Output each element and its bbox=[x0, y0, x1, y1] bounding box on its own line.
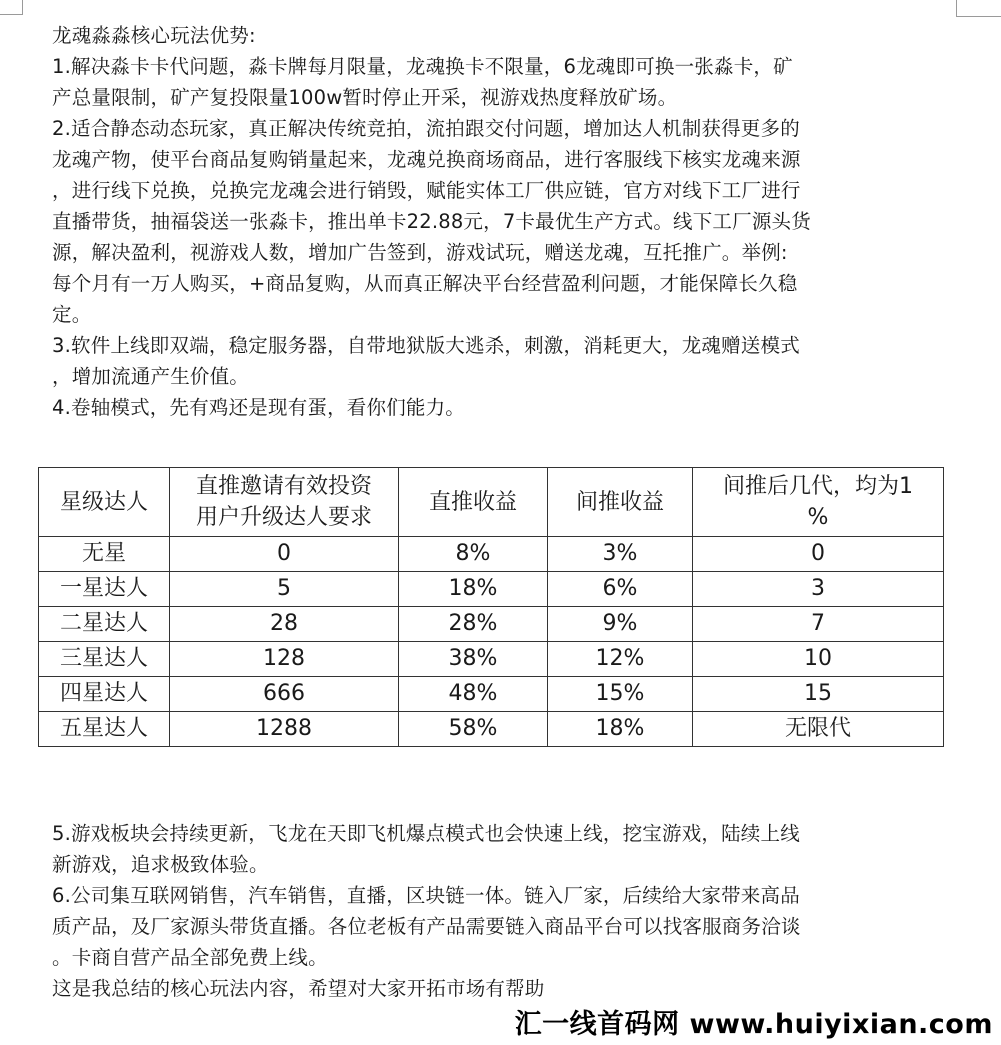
table-cell: 12% bbox=[548, 642, 693, 677]
text-line: 定。 bbox=[52, 303, 92, 326]
text-line: 1.解决淼卡卡代问题，淼卡牌每月限量，龙魂换卡不限量，6龙魂即可换一张淼卡，矿 bbox=[52, 55, 793, 78]
text-line: 2.适合静态动态玩家，真正解决传统竞拍，流拍跟交付问题，增加达人机制获得更多的 bbox=[52, 117, 800, 140]
table-cell: 无限代 bbox=[693, 712, 944, 747]
paragraph-block-bottom bbox=[52, 818, 957, 1004]
table-cell: 1288 bbox=[170, 712, 399, 747]
table-header-row bbox=[39, 468, 944, 537]
table-cell: 58% bbox=[399, 712, 548, 747]
table-cell: 9% bbox=[548, 607, 693, 642]
table-row bbox=[39, 677, 944, 712]
table-cell: 18% bbox=[399, 572, 548, 607]
text-line: 直播带货，抽福袋送一张淼卡，推出单卡22.88元，7卡最优生产方式。线下工厂源头货 bbox=[52, 210, 811, 233]
table-cell: 48% bbox=[399, 677, 548, 712]
table-row bbox=[39, 642, 944, 677]
table-header-cell bbox=[548, 468, 693, 537]
doc-heading: 龙魂淼淼核心玩法优势: bbox=[52, 24, 256, 47]
table-cell: 0 bbox=[170, 537, 399, 572]
text-line: 6.公司集互联网销售，汽车销售，直播，区块链一体。链入厂家，后续给大家带来高品 bbox=[52, 884, 800, 907]
table-cell: 3 bbox=[693, 572, 944, 607]
table-cell: 18% bbox=[548, 712, 693, 747]
text-line: 每个月有一万人购买，+商品复购，从而真正解决平台经营盈利问题，才能保障长久稳 bbox=[52, 272, 798, 295]
table-cell: 无星 bbox=[39, 537, 170, 572]
text-line: 。卡商自营产品全部免费上线。 bbox=[52, 946, 328, 969]
table-cell: 四星达人 bbox=[39, 677, 170, 712]
table-cell: 38% bbox=[399, 642, 548, 677]
table-body bbox=[39, 537, 944, 747]
page-corner-mark-right bbox=[956, 0, 1001, 17]
text-line: 龙魂产物，使平台商品复购销量起来，龙魂兑换商场商品，进行客服线下核实龙魂来源 bbox=[52, 148, 801, 171]
text-line: ，进行线下兑换，兑换完龙魂会进行销毁，赋能实体工厂供应链，官方对线下工厂进行 bbox=[52, 179, 801, 202]
document-body-bottom bbox=[52, 818, 957, 1004]
table-cell: 五星达人 bbox=[39, 712, 170, 747]
document-body-top bbox=[52, 20, 957, 423]
table-row bbox=[39, 572, 944, 607]
table-cell: 6% bbox=[548, 572, 693, 607]
table-header-cell bbox=[399, 468, 548, 537]
text-line: 3.软件上线即双端，稳定服务器，自带地狱版大逃杀，刺激，消耗更大，龙魂赠送模式 bbox=[52, 334, 800, 357]
table-cell: 128 bbox=[170, 642, 399, 677]
table-cell: 7 bbox=[693, 607, 944, 642]
table-cell: 8% bbox=[399, 537, 548, 572]
header-text-line: 直推收益 bbox=[428, 489, 517, 515]
table-cell: 0 bbox=[693, 537, 944, 572]
text-line: 质产品，及厂家源头带货直播。各位老板有产品需要链入商品平台可以找客服商务洽谈 bbox=[52, 915, 801, 938]
header-text-line: % bbox=[807, 505, 829, 530]
text-line: 产总量限制，矿产复投限量100w暂时停止开采，视游戏热度释放矿场。 bbox=[52, 86, 678, 109]
text-line: ，增加流通产生价值。 bbox=[52, 365, 250, 388]
text-line: 5.游戏板块会持续更新，飞龙在天即飞机爆点模式也会快速上线，挖宝游戏，陆续上线 bbox=[52, 822, 800, 845]
table-cell: 10 bbox=[693, 642, 944, 677]
header-text-line: 间推收益 bbox=[575, 489, 664, 515]
table-cell: 一星达人 bbox=[39, 572, 170, 607]
table-cell: 二星达人 bbox=[39, 607, 170, 642]
text-line: 源，解决盈利，视游戏人数，增加广告签到，游戏试玩，赠送龙魂，互托推广。举例: bbox=[52, 241, 788, 264]
header-text-line: 星级达人 bbox=[59, 489, 148, 515]
table-cell: 3% bbox=[548, 537, 693, 572]
tier-table-wrapper bbox=[38, 467, 944, 747]
text-line: 新游戏，追求极致体验。 bbox=[52, 853, 269, 876]
text-line: 4.卷轴模式，先有鸡还是现有蛋，看你们能力。 bbox=[52, 396, 466, 419]
table-cell: 28 bbox=[170, 607, 399, 642]
table-cell: 15 bbox=[693, 677, 944, 712]
page-corner-mark-left bbox=[0, 0, 23, 15]
table-cell: 5 bbox=[170, 572, 399, 607]
table-header-cell bbox=[170, 468, 399, 537]
tier-table bbox=[38, 467, 944, 747]
table-cell: 15% bbox=[548, 677, 693, 712]
table-header-cell bbox=[693, 468, 944, 537]
table-cell: 28% bbox=[399, 607, 548, 642]
header-text-line: 直推邀请有效投资 bbox=[195, 474, 372, 499]
table-cell: 666 bbox=[170, 677, 399, 712]
table-row bbox=[39, 607, 944, 642]
table-header-cell bbox=[39, 468, 170, 537]
text-line: 这是我总结的核心玩法内容，希望对大家开拓市场有帮助 bbox=[52, 977, 545, 1000]
header-text-line: 间推后几代，均为1 bbox=[723, 474, 913, 499]
header-text-line: 用户升级达人要求 bbox=[195, 505, 372, 530]
table-row bbox=[39, 537, 944, 572]
table-cell: 三星达人 bbox=[39, 642, 170, 677]
table-row bbox=[39, 712, 944, 747]
site-watermark: 汇一线首码网 www.huiyixian.com bbox=[514, 1009, 993, 1040]
paragraph-block-top bbox=[52, 51, 957, 423]
